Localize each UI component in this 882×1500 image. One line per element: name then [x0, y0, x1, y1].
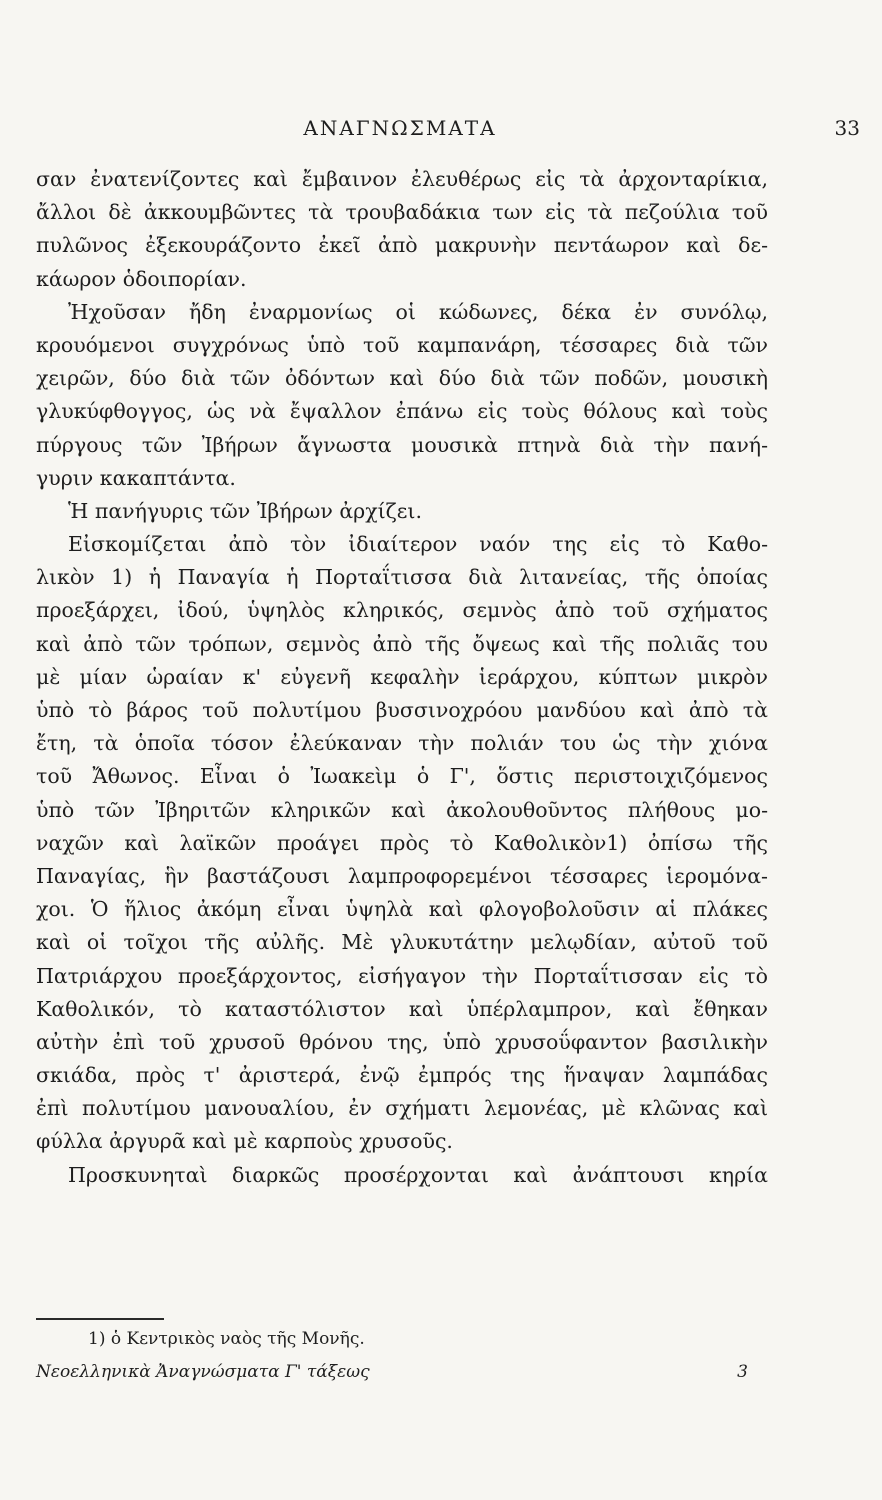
text-line: σαν ἐνατενίζοντες καὶ ἔμβαινον ἐλευθέρως εἰς τὰ ἀρχονταρίκια, [36, 167, 768, 191]
text-line: φύλλα ἀργυρᾶ καὶ μὲ καρποὺς χρυσοῦς. [36, 1129, 453, 1154]
text-line: Παναγίας, ἣν βαστάζουσι λαμπροφορεμένοι τέσσαρες ἱερομόνα- [36, 863, 768, 888]
signature-mark: 3 [737, 1362, 748, 1382]
text-line: προεξάρχει, ἰδού, ὑψηλὸς κληρικός, σεμνὸς ἀπὸ τοῦ σχήματος [36, 598, 768, 623]
text-line: μὲ μίαν ὡραίαν κ' εὐγενῆ κεφαλὴν ἱεράρχου, κύπτων μικρὸν [36, 664, 768, 689]
text-line: τοῦ Ἄθωνος. Εἶναι ὁ Ἰωακεὶμ ὁ Γ', ὅστις περιστοιχιζόμενος [36, 764, 768, 789]
footnote-rule [36, 1318, 164, 1320]
text-line: καὶ ἀπὸ τῶν τρόπων, σεμνὸς ἀπὸ τῆς ὄψεως καὶ τῆς πολιᾶς του [36, 631, 768, 656]
text-line: ὑπὸ τὸ βάρος τοῦ πολυτίμου βυσσινοχρόου μανδύου καὶ ἀπὸ τὰ [36, 698, 768, 722]
text-line: Πατριάρχου προεξάρχοντος, εἰσήγαγον τὴν Πορταΐτισσαν εἰς τὸ [36, 963, 768, 988]
text-line: Ἠχοῦσαν ἤδη ἐναρμονίως οἱ κώδωνες, δέκα ἐν συνόλῳ, [68, 299, 768, 324]
text-line: χοι. Ὁ ἥλιος ἀκόμη εἶναι ὑψηλὰ καὶ φλογοβολοῦσιν αἱ πλάκες [36, 897, 768, 922]
text-line: ὑπὸ τῶν Ἰβηριτῶν κληρικῶν καὶ ἀκολουθοῦντος πλήθους μο- [36, 797, 768, 822]
text-line: γυριν κακαπτάντα. [36, 465, 236, 490]
text-line: Καθολικόν, τὸ καταστόλιστον καὶ ὑπέρλαμπρον, καὶ ἔθηκαν [36, 996, 768, 1021]
book-title: Νεοελληνικὰ Ἀναγνώσματα Γ' τάξεως [36, 1362, 370, 1382]
text-line: Εἰσκομίζεται ἀπὸ τὸν ἰδιαίτερον ναόν της εἰς τὸ Καθο- [68, 532, 768, 557]
text-line: πυλῶνος ἐξεκουράζοντο ἐκεῖ ἀπὸ μακρυνὴν πεντάωρον καὶ δε- [36, 233, 768, 258]
page-footer [36, 1362, 766, 1388]
text-line: ἄλλοι δὲ ἀκκουμβῶντες τὰ τρουβαδάκια των εἰς τὰ πεζούλια τοῦ [36, 200, 768, 225]
page-header [36, 112, 860, 144]
text-line: ναχῶν καὶ λαϊκῶν προάγει πρὸς τὸ Καθολικὸν1) ὀπίσω τῆς [36, 830, 768, 855]
text-line: ἔτη, τὰ ὁποῖα τόσον ἐλεύκαναν τὴν πολιάν του ὡς τὴν χιόνα [36, 731, 768, 756]
text-line: κρουόμενοι συγχρόνως ὑπὸ τοῦ καμπανάρη, τέσσαρες διὰ τῶν [36, 332, 768, 357]
footnote: 1) ὁ Κεντρικὸς ναὸς τῆς Μονῆς. [88, 1329, 365, 1349]
page-number: 33 [834, 116, 860, 140]
running-title: ΑΝΑΓΝΩΣΜΑΤΑ [303, 116, 497, 140]
text-line: Προσκυνηταὶ διαρκῶς προσέρχονται καὶ ἀνάπτουσι κηρία [68, 1162, 768, 1187]
text-line: λικὸν 1) ἡ Παναγία ἡ Πορταΐτισσα διὰ λιτανείας, τῆς ὁποίας [36, 565, 768, 590]
body-text [36, 163, 768, 1192]
text-line: Ἡ πανήγυρις τῶν Ἰβήρων ἀρχίζει. [68, 498, 422, 523]
text-line: πύργους τῶν Ἰβήρων ἄγνωστα μουσικὰ πτηνὰ διὰ τὴν πανή- [36, 432, 768, 457]
text-line: σκιάδα, πρὸς τ' ἀριστερά, ἐνῷ ἐμπρός της ἥναψαν λαμπάδας [36, 1063, 768, 1088]
text-line: γλυκύφθογγος, ὡς νὰ ἔψαλλον ἐπάνω εἰς τοὺς θόλους καὶ τοὺς [36, 399, 768, 424]
text-line: αὐτὴν ἐπὶ τοῦ χρυσοῦ θρόνου της, ὑπὸ χρυσοΰφαντον βασιλικὴν [36, 1029, 768, 1054]
text-line: κάωρον ὁδοιπορίαν. [36, 266, 247, 291]
text-line: καὶ οἱ τοῖχοι τῆς αὐλῆς. Μὲ γλυκυτάτην μελῳδίαν, αὐτοῦ τοῦ [36, 930, 768, 955]
text-line: χειρῶν, δύο διὰ τῶν ὀδόντων καὶ δύο διὰ τῶν ποδῶν, μουσικὴ [36, 366, 768, 391]
text-line: ἐπὶ πολυτίμου μανουαλίου, ἐν σχήματι λεμονέας, μὲ κλῶνας καὶ [36, 1096, 768, 1121]
